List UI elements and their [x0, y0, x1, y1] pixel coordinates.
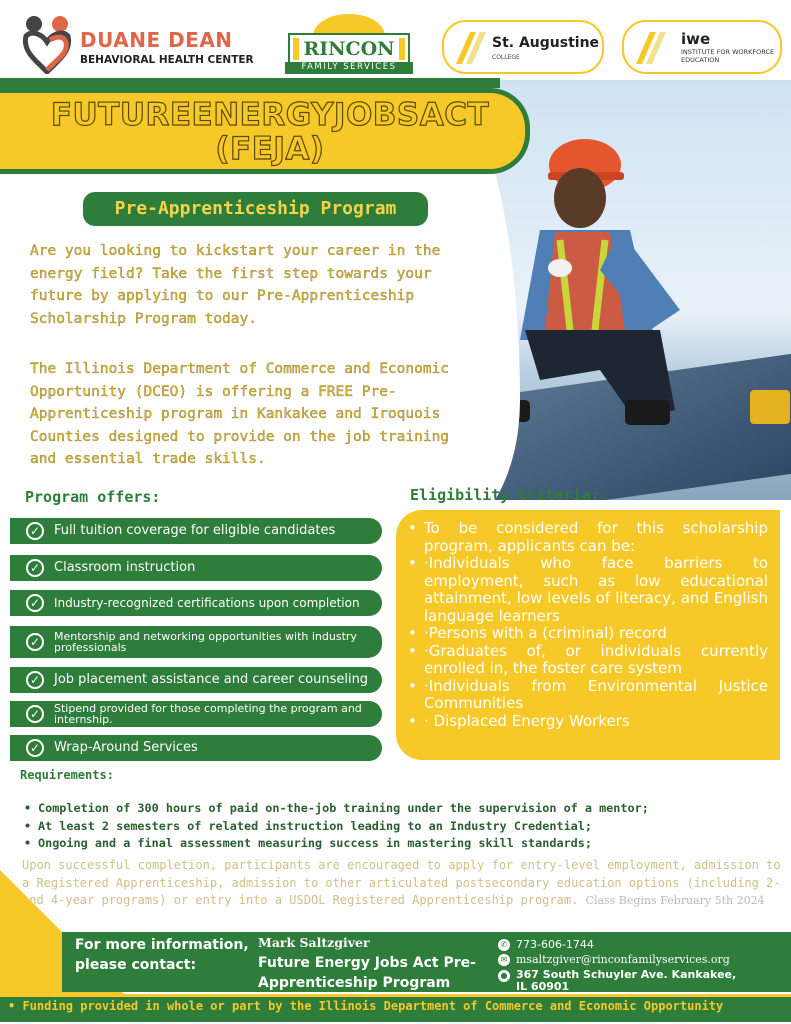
offer-item: ✓ Mentorship and networking opportunities with industry professionals: [10, 626, 382, 658]
contact-program: Future Energy Jobs Act Pre-Apprenticeship Program: [258, 955, 476, 991]
duane-dean-logo-icon: [20, 12, 74, 74]
duane-dean-subtitle: BEHAVIORAL HEALTH CENTER: [80, 54, 254, 66]
st-augustine-subtitle: COLLEGE: [492, 54, 520, 61]
contact-address: ● 367 South Schuyler Ave. Kankakee, IL 60901: [498, 969, 738, 993]
offer-item: ✓ Job placement assistance and career counseling: [10, 667, 382, 693]
closing-paragraph: Upon successful completion, participants are encouraged to apply for entry-level employment, admission to a Registered Apprenticeship, admission to other articulated postsecondary education options (including 2- and 4-year programs) or entry into a USDOL Registered Apprenticeship program. Class Begins February 5th 2024: [22, 858, 781, 907]
requirements-list: [24, 800, 784, 853]
eligibility-item: • To be considered for this scholarship program, applicants can be:: [406, 520, 768, 555]
check-icon: ✓: [26, 739, 44, 757]
offer-item: ✓ Stipend provided for those completing the program and internship.: [10, 701, 382, 727]
eligibility-item: • ·Individuals who face barriers to employment, such as low educational attainment, low levels of literacy, and English language learners: [406, 555, 768, 625]
requirements-heading: Requirements:: [20, 768, 114, 782]
check-icon: ✓: [26, 522, 44, 540]
intro-paragraph-2: The Illinois Department of Commerce and Economic Opportunity (DCEO) is offering a FREE Pre-Apprenticeship program in Kankakee and Iroquois Counties designed to provide on the job training and essential trade skills.: [30, 361, 450, 467]
phone-icon: ✆: [498, 939, 510, 951]
title-line-1: FUTUREENERGYJOBSACT: [50, 97, 490, 133]
requirement-item: • At least 2 semesters of related instruction leading to an Industry Credential;: [24, 818, 784, 836]
offer-item: ✓ Industry-recognized certifications upon completion: [10, 590, 382, 616]
iwe-name: iwe: [681, 30, 711, 48]
check-icon: ✓: [26, 633, 44, 651]
intro-paragraph-1: Are you looking to kickstart your career in the energy field? Take the first step towards your future by applying to our Pre-Apprenticeship Scholarship Program today.: [30, 243, 441, 327]
rincon-name: RINCON: [303, 38, 395, 60]
title-line-2: (FEJA): [215, 131, 325, 167]
location-icon: ●: [498, 970, 510, 982]
eligibility-item: • ·Graduates of, or individuals currently enrolled in, the foster care system: [406, 643, 768, 678]
funding-note: • Funding provided in whole or part by the Illinois Department of Commerce and Economic Opportunity: [8, 999, 724, 1013]
duane-dean-name: DUANE DEAN: [80, 28, 233, 52]
contact-phone[interactable]: ✆ 773-606-1744: [498, 938, 594, 951]
eligibility-item: • · Displaced Energy Workers: [406, 713, 768, 731]
rincon-subtitle: FAMILY SERVICES: [301, 62, 397, 72]
st-augustine-name: St. Augustine: [492, 35, 600, 51]
check-icon: ✓: [26, 671, 44, 689]
eligibility-box: [396, 510, 780, 760]
email-icon: ✉: [498, 954, 510, 966]
eligibility-item: • ·Individuals from Environmental Justice Communities: [406, 678, 768, 713]
eligibility-heading: Eligibility Criteria:: [410, 486, 600, 504]
check-icon: ✓: [26, 705, 44, 723]
iwe-subtitle: INSTITUTE FOR WORKFORCE EDUCATION: [681, 48, 775, 64]
contact-label: For more information, please contact:: [75, 937, 249, 973]
offer-item: ✓ Wrap-Around Services: [10, 735, 382, 761]
offers-heading: Program offers:: [25, 488, 161, 506]
header-divider: [0, 78, 500, 88]
offer-item: ✓ Classroom instruction: [10, 555, 382, 581]
program-name-badge: Pre-Apprenticeship Program: [83, 192, 428, 226]
check-icon: ✓: [26, 594, 44, 612]
requirement-item: • Ongoing and a final assessment measuring success in mastering skill standards;: [24, 835, 784, 853]
contact-email[interactable]: ✉ msaltzgiver@rinconfamilyservices.org: [498, 953, 730, 966]
class-start-date: Class Begins February 5th 2024: [585, 894, 765, 907]
requirement-item: • Completion of 300 hours of paid on-the-job training under the supervision of a mentor;: [24, 800, 784, 818]
check-icon: ✓: [26, 559, 44, 577]
eligibility-item: • ·Persons with a (criminal) record: [406, 625, 768, 643]
page-title: [40, 98, 500, 166]
contact-name: Mark Saltzgiver: [258, 935, 370, 950]
offer-item: ✓ Full tuition coverage for eligible candidates: [10, 518, 382, 544]
